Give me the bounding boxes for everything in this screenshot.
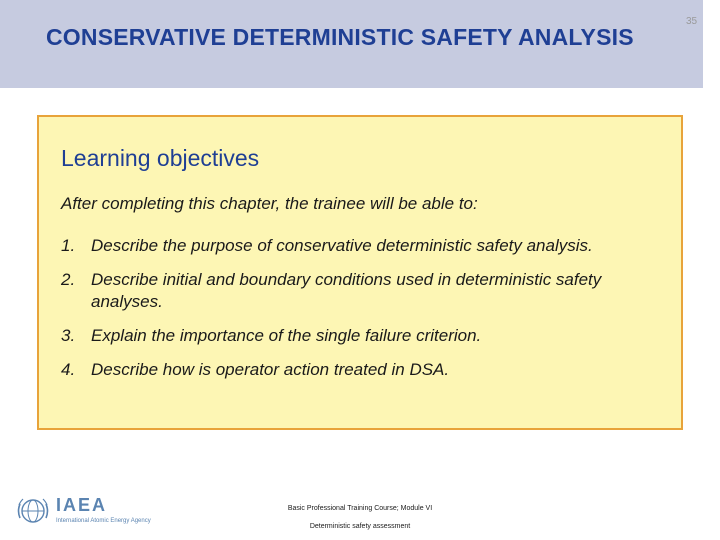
objective-text: Describe the purpose of conservative deterministic safety analysis. [91,236,593,255]
logo-wordmark: IAEA [56,495,108,515]
objective-text: Describe initial and boundary conditions used in deterministic safety analyses. [91,270,602,311]
objectives-heading: Learning objectives [61,145,260,171]
objective-item [61,235,671,257]
footer-caption [230,500,490,536]
un-globe-icon [16,494,50,528]
objective-number: 4. [61,360,76,379]
page-number: 35 [686,16,698,27]
objectives-intro: After completing this chapter, the trainee will be able to: [61,194,478,213]
objective-item [61,325,671,347]
objective-item [61,359,671,381]
footer-course: Basic Professional Training Course; Module VI [287,505,433,512]
logo-subtitle: International Atomic Energy Agency [56,518,151,524]
objective-number: 3. [61,326,76,345]
objectives-list [61,235,671,393]
iaea-logo [16,492,166,530]
footer-topic: Deterministic safety assessment [309,523,411,530]
objective-text: Describe how is operator action treated in DSA. [91,360,450,379]
objective-text: Explain the importance of the single failure criterion. [91,326,482,345]
objective-number: 1. [61,236,76,255]
objective-item [61,269,671,313]
objective-number: 2. [61,270,76,289]
slide-title: CONSERVATIVE DETERMINISTIC SAFETY ANALYSIS [46,24,634,50]
learning-objectives-box [37,115,683,430]
